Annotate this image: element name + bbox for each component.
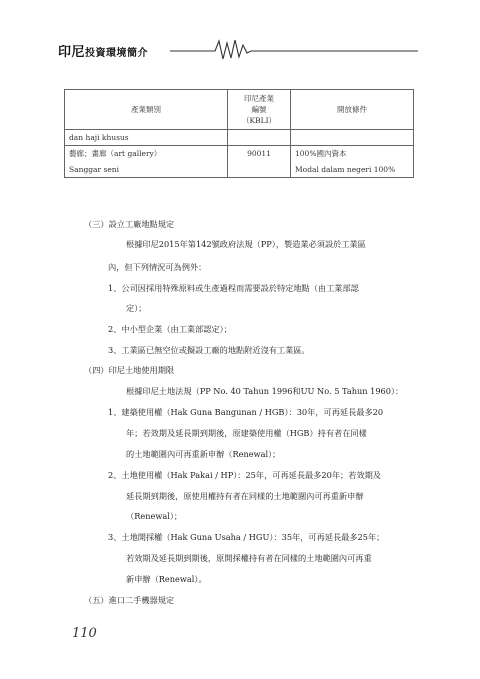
- header-kbli-line1: 印尼產業: [244, 94, 274, 103]
- header-kbli: [228, 90, 291, 130]
- industry-table: [64, 89, 414, 178]
- section-4-title: （四）印尼土地使用期限: [84, 365, 175, 375]
- section-4-item1-line3: 的土地範圍內可再重新申辦（Renewal）；: [126, 449, 281, 459]
- table-row: [65, 146, 414, 162]
- table-row: [65, 162, 414, 178]
- header-title: [58, 41, 148, 60]
- section-4-item1-line2: 年；若效期及延長期到期後，原建築使用權（HGB）持有者在同樣: [126, 428, 367, 438]
- section-4-item3-line2: 若效期及延長期到期後，原開採權持有者在同樣的土地範圍內可再重: [126, 553, 372, 563]
- row-kbli: 90011: [228, 146, 291, 162]
- header-kbli-line2: 編號: [251, 105, 267, 114]
- page-number: 110: [72, 626, 97, 641]
- row-kbli: [228, 130, 291, 146]
- row-condition: 100%國內資本: [291, 146, 414, 162]
- section-3-intro-line2: 內，但下列情況可為例外：: [108, 262, 207, 272]
- section-4-item2-line2: 延長期到期後，原使用權持有者在同樣的土地範圍內可再重新申辦: [126, 491, 364, 501]
- row-category: Sanggar seni: [65, 162, 228, 178]
- section-4-item3-line3: 新申辦（Renewal）。: [126, 574, 207, 584]
- section-4-item1-line1: 1、建築使用權（Hak Guna Bangunan / HGB）：30年，可再延長最多20: [108, 407, 384, 417]
- header-title-main: 印尼: [58, 45, 86, 60]
- running-header: [58, 37, 418, 61]
- row-condition: Modal dalam negeri 100%: [291, 162, 414, 178]
- header-title-sub: 投資環境簡介: [85, 48, 149, 59]
- section-5-title: （五）進口二手機器規定: [84, 595, 175, 605]
- section-3-item1-line2: 定）；: [126, 303, 147, 313]
- header-wave-line: [170, 37, 418, 61]
- section-4-intro: 根據印尼土地法規（PP No. 40 Tahun 1996和UU No. 5 Tahun 1960）：: [126, 386, 404, 396]
- section-3-title: （三）設立工廠地點規定: [84, 219, 175, 229]
- header-kbli-line3: （KBLI）: [241, 116, 277, 125]
- header-category: 產業類別: [65, 90, 228, 130]
- section-3-item2: 2、中小型企業（由工業部認定）；: [108, 324, 232, 334]
- section-4-item2-line3: （Renewal）；: [126, 511, 183, 521]
- section-3-intro-line1: 根據印尼2015年第142號政府法規（PP），製造業必須設於工業區: [126, 239, 366, 249]
- header-condition: 開放條件: [291, 90, 414, 130]
- row-category: dan haji khusus: [65, 130, 228, 146]
- section-4-item3-line1: 3、土地開採權（Hak Guna Usaha / HGU）：35年，可再延長最多25年；: [108, 532, 385, 542]
- row-condition: [291, 130, 414, 146]
- table-row: [65, 130, 414, 146]
- row-category: 藝廊；畫廊（art gallery）: [65, 146, 228, 162]
- section-4-item2-line1: 2、土地使用權（Hak Pakai / HP）：25年，可再延長最多20年；若效期及: [108, 470, 381, 480]
- table-header-row: [65, 90, 414, 130]
- section-3-item1-line1: 1、公司因採用特殊原料或生產過程而需要設於特定地點（由工業部認: [108, 283, 359, 293]
- row-kbli: [228, 162, 291, 178]
- section-3-item3: 3、工業區已無空位或擬設工廠的地點附近沒有工業區。: [108, 345, 310, 355]
